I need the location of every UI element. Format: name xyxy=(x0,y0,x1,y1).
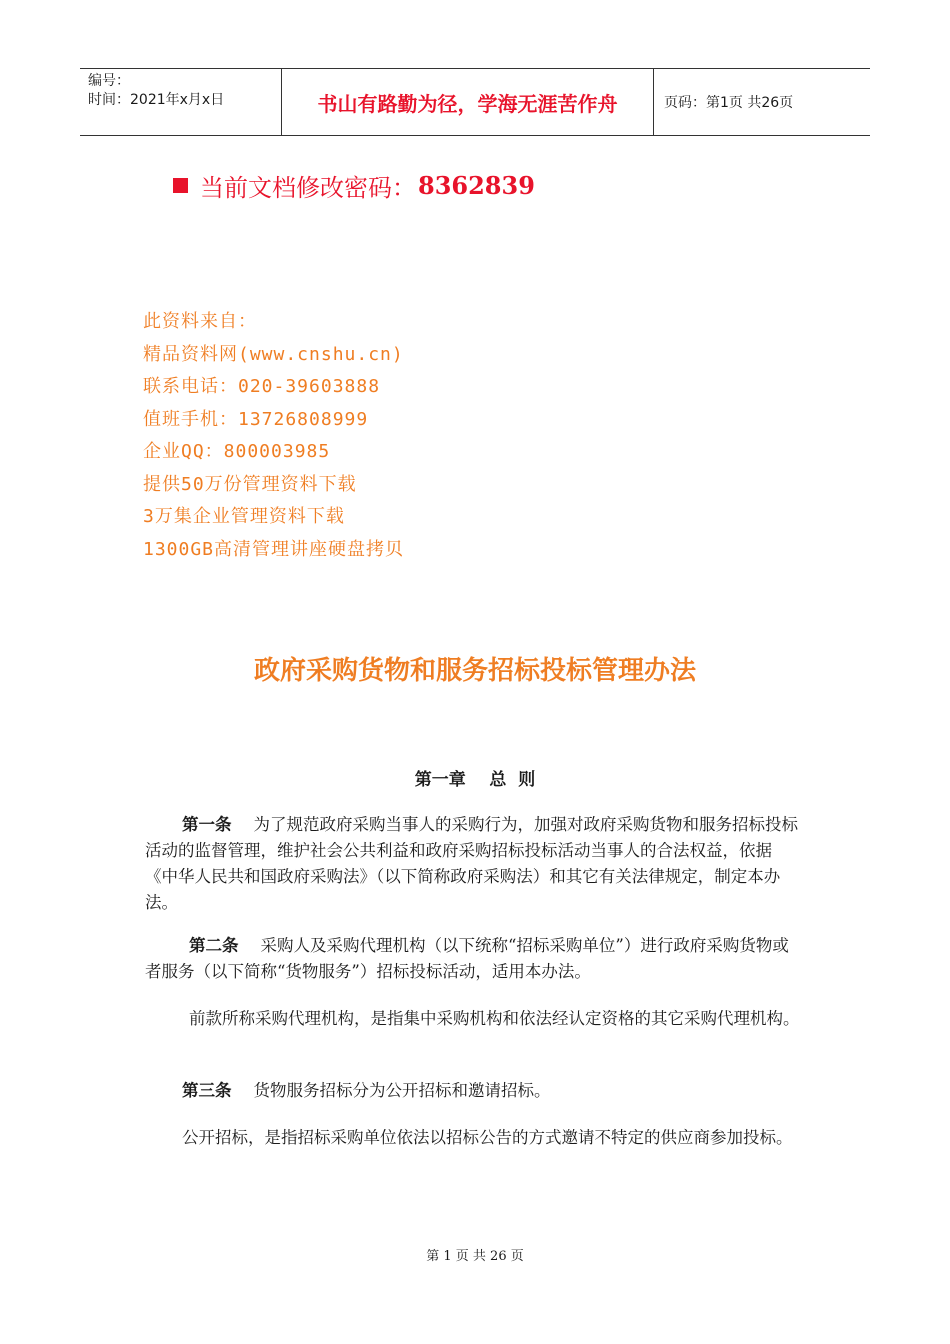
header-motto xyxy=(281,69,654,135)
article-text: 公开招标，是指招标采购单位依法以招标公告的方式邀请不特定的供应商参加投标。 xyxy=(182,1128,793,1147)
page-footer: 第 1 页 共 26 页 xyxy=(426,1249,524,1264)
document-title: 政府采购货物和服务招标投标管理办法 xyxy=(253,656,696,686)
article-paragraph xyxy=(145,1078,800,1104)
article-label: 第二条 xyxy=(189,936,239,955)
chapter-heading: 第一章 总 则 xyxy=(414,770,536,790)
article-paragraph xyxy=(145,812,800,916)
source-line: 企业QQ：800003985 xyxy=(143,441,331,462)
source-line: 提供50万份管理资料下载 xyxy=(143,473,357,495)
source-line: 1300GB高清管理讲座硬盘拷贝 xyxy=(143,538,405,560)
article-paragraph xyxy=(145,1006,800,1032)
time-label: 时间：2021年x月x日 xyxy=(88,92,225,108)
source-line: 值班手机：13726808999 xyxy=(143,408,369,430)
page-info-text: 页码：第1页 共26页 xyxy=(664,95,794,111)
article-text: 采购人及采购代理机构（以下统称“招标采购单位”）进行政府采购货物或者服务（以下简称“货物服务”）招标投标活动，适用本办法。 xyxy=(145,936,789,981)
source-line: 此资料来自： xyxy=(143,311,257,332)
source-info-block xyxy=(143,306,404,566)
bullet-square-icon xyxy=(173,178,188,193)
password-notice xyxy=(173,168,535,203)
article-text: 货物服务招标分为公开招标和邀请招标。 xyxy=(253,1081,551,1100)
article-paragraph xyxy=(145,1125,800,1151)
password-code: 8362839 xyxy=(418,171,535,200)
source-line: 精品资料网(www.cnshu.cn) xyxy=(143,343,404,365)
motto-text: 书山有路勤为径，学海无涯苦作舟 xyxy=(317,91,618,116)
document-header xyxy=(80,68,870,136)
article-label: 第一条 xyxy=(182,815,232,834)
article-label: 第三条 xyxy=(182,1081,232,1100)
source-line: 联系电话：020-39603888 xyxy=(143,376,381,397)
article-text: 为了规范政府采购当事人的采购行为，加强对政府采购货物和服务招标投标活动的监督管理，维护社会公共利益和政府采购招标投标活动当事人的合法权益，依据《中华人民共和国政府采购法》（以下简称政府采购法）和其它有关法律规定，制定本办法。 xyxy=(145,815,798,912)
header-meta xyxy=(80,69,281,135)
header-page-info xyxy=(654,69,870,135)
source-line: 3万集企业管理资料下载 xyxy=(143,506,345,527)
number-label: 编号： xyxy=(88,73,130,89)
password-label: 当前文档修改密码： xyxy=(200,174,416,202)
article-paragraph xyxy=(145,933,800,985)
article-text: 前款所称采购代理机构，是指集中采购机构和依法经认定资格的其它采购代理机构。 xyxy=(189,1009,800,1028)
